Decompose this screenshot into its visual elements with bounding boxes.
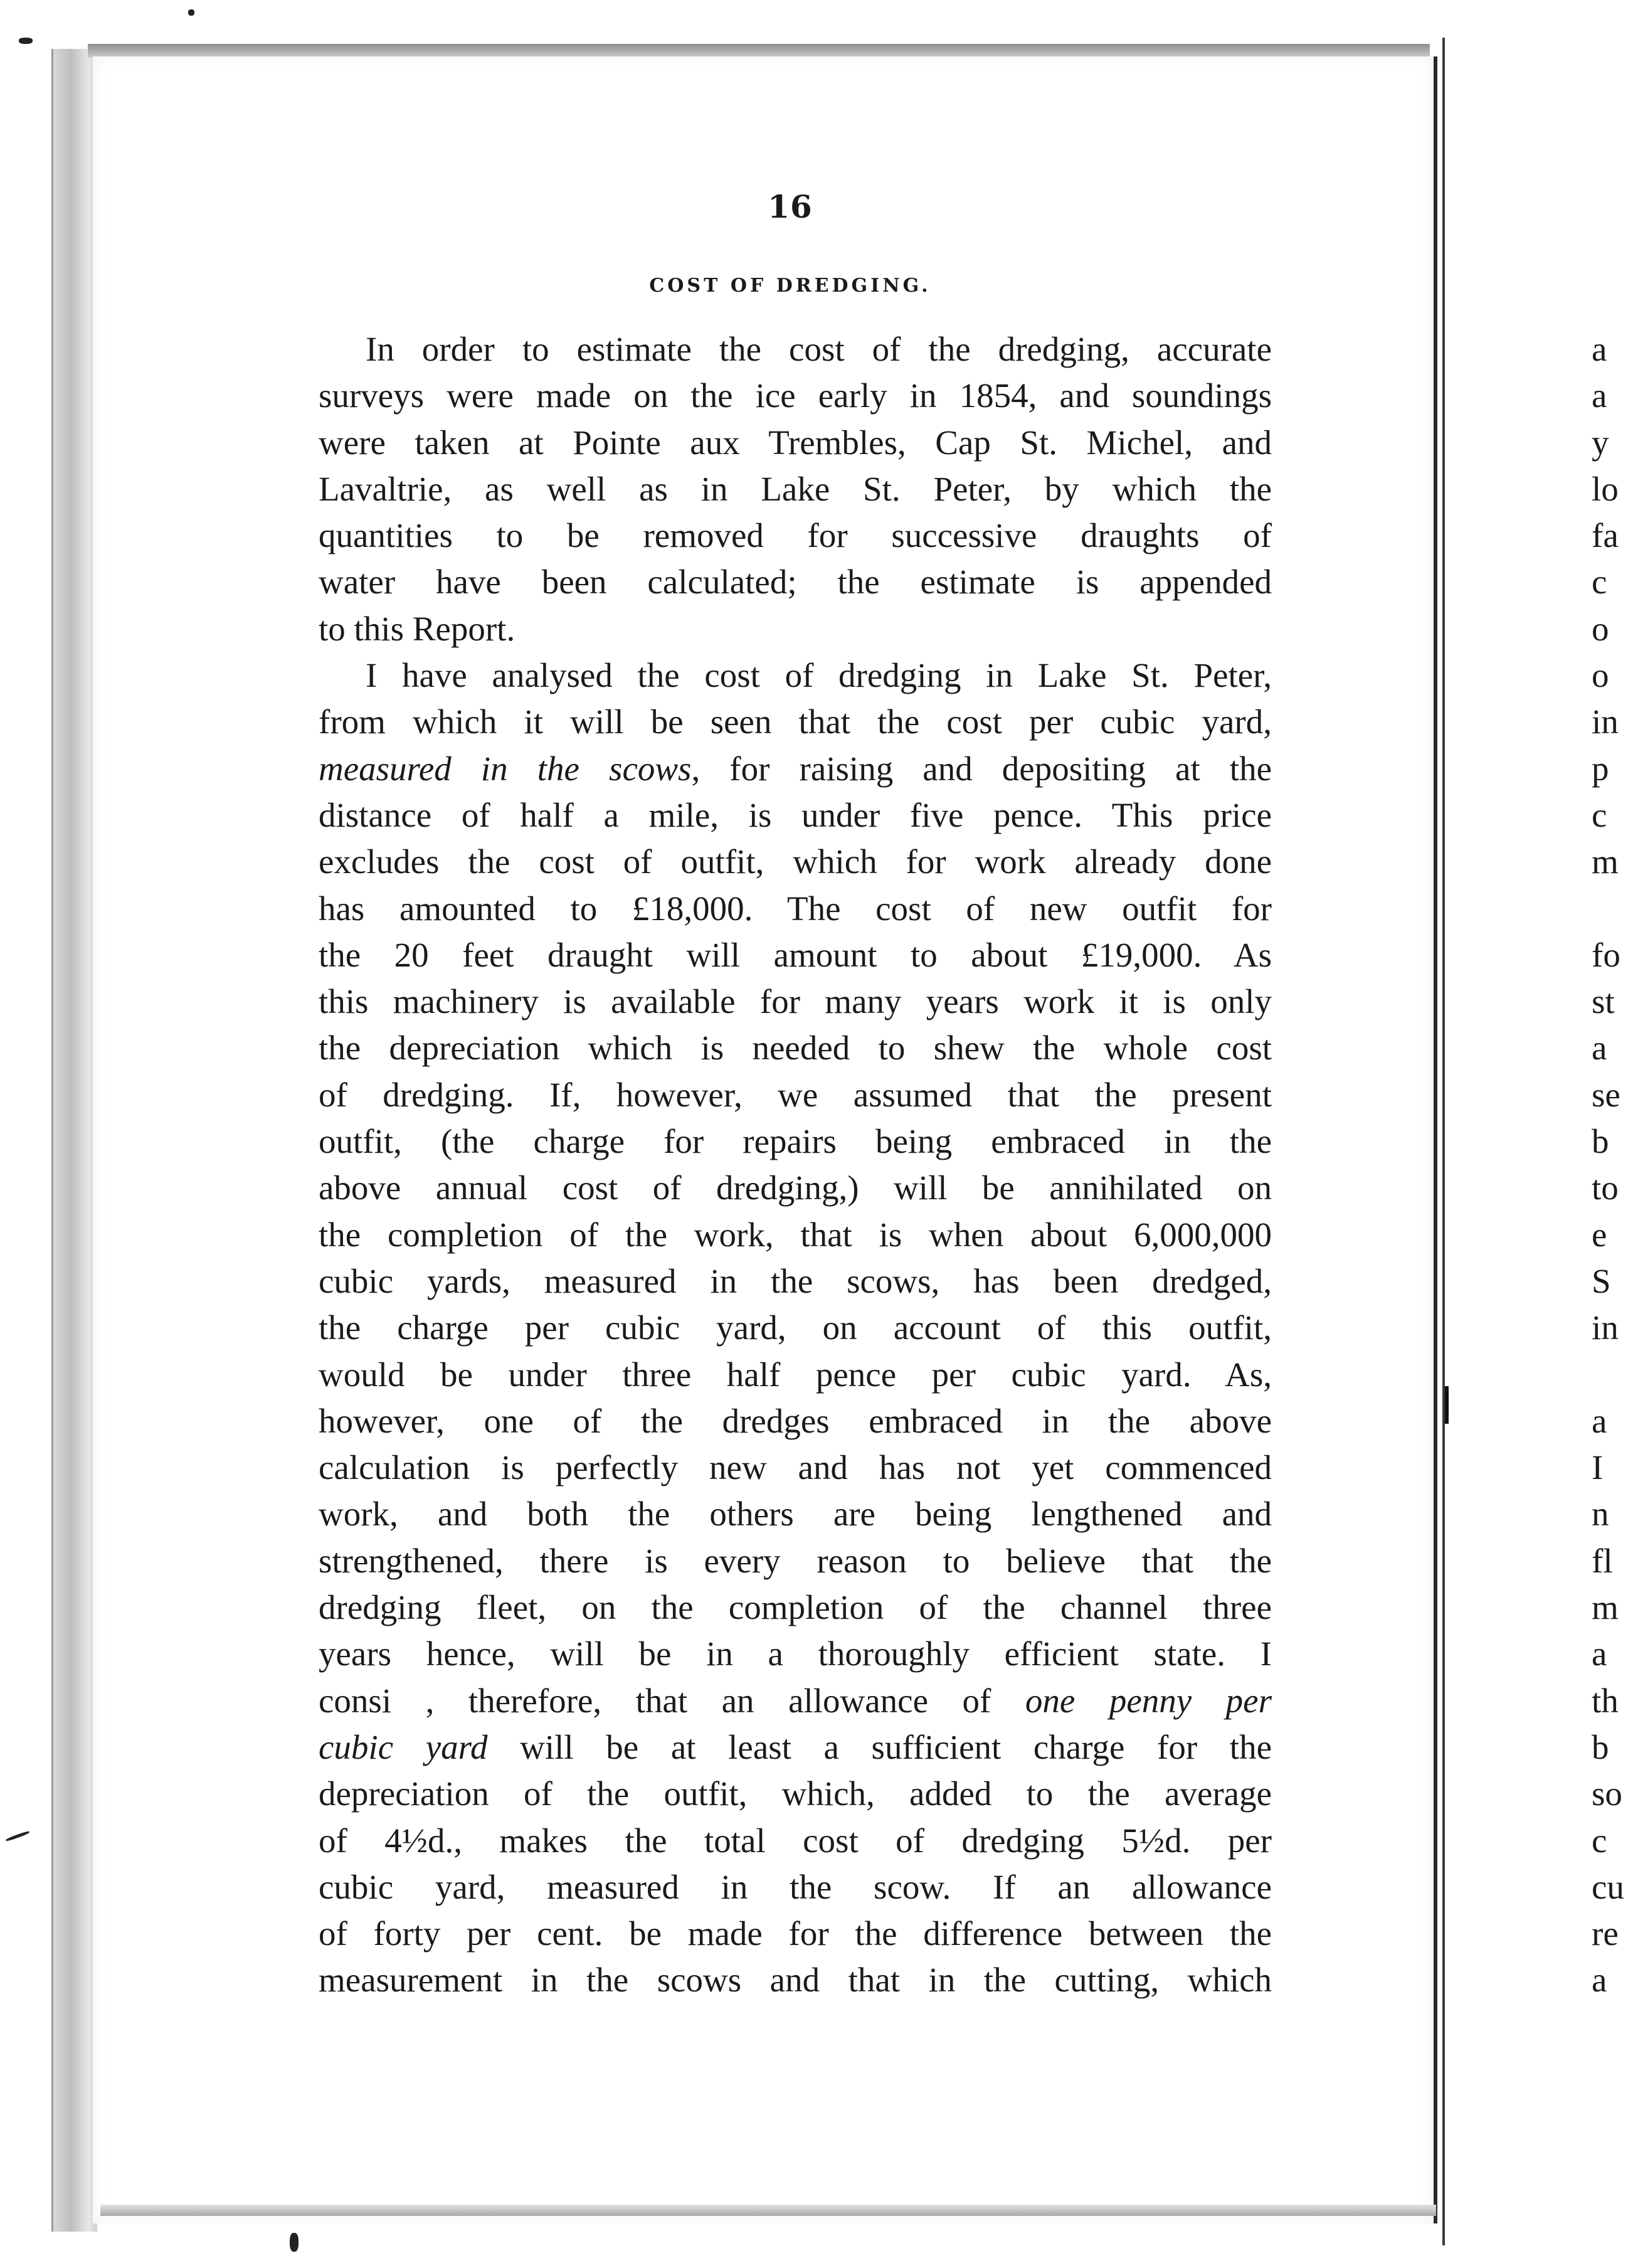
text-line xyxy=(319,1864,1272,1910)
fragment: a xyxy=(1592,376,1607,415)
text-run: , for raising and depositing at the xyxy=(691,749,1272,788)
fragment: I xyxy=(1592,1448,1604,1487)
text-run: calculation is perfectly new and has not yet commenced xyxy=(319,1448,1272,1487)
text-line xyxy=(319,559,1272,605)
text-run: of forty per cent. be made for the difference between the xyxy=(319,1914,1272,1953)
fragment: a xyxy=(1592,1401,1607,1440)
fragment: e xyxy=(1592,1215,1607,1254)
text-line xyxy=(319,1118,1272,1165)
fragment: fo xyxy=(1592,935,1620,974)
fragment: b xyxy=(1592,1122,1609,1161)
text-line xyxy=(319,1678,1272,1724)
text-line xyxy=(319,652,1272,699)
text-run: of 4½d., makes the total cost of dredging 5½d. per xyxy=(319,1821,1272,1860)
text-line xyxy=(319,1771,1272,1817)
fragment: fl xyxy=(1592,1541,1613,1580)
ink-speck xyxy=(290,2233,299,2252)
fragment: m xyxy=(1592,842,1619,881)
ink-speck xyxy=(5,1830,29,1841)
text-line xyxy=(319,1818,1272,1864)
fragment: re xyxy=(1592,1914,1619,1953)
text-line xyxy=(319,1305,1272,1351)
text-run: water have been calculated; the estimate is appended xyxy=(319,563,1272,601)
section-heading: COST OF DREDGING. xyxy=(649,275,931,297)
text-run: the 20 feet draught will amount to about £19,000. As xyxy=(319,935,1272,974)
text-run: outfit, (the charge for repairs being embraced in the xyxy=(319,1122,1272,1161)
text-line xyxy=(319,420,1272,466)
fragment xyxy=(1592,886,1628,932)
text-line xyxy=(319,1212,1272,1258)
fragment: in xyxy=(1592,702,1619,741)
fragment: a xyxy=(1592,330,1607,368)
text-line xyxy=(319,512,1272,559)
text-line xyxy=(319,1584,1272,1631)
fragment: S xyxy=(1592,1261,1611,1300)
text-run: strengthened, there is every reason to believe that the xyxy=(319,1541,1272,1580)
text-run: has amounted to £18,000. The cost of new outfit for xyxy=(319,889,1272,928)
text-line xyxy=(319,1910,1272,1957)
fragment: in xyxy=(1592,1308,1619,1347)
text-line xyxy=(319,1072,1272,1118)
text-run: this machinery is available for many years work it is only xyxy=(319,982,1272,1021)
text-run: I have analysed the cost of dredging in Lake St. Peter, xyxy=(366,656,1272,695)
text-run: years hence, will be in a thoroughly efficient state. I xyxy=(319,1635,1272,1673)
fragment: to xyxy=(1592,1168,1619,1207)
ink-speck xyxy=(19,38,33,44)
text-run: above annual cost of dredging,) will be annihilated on xyxy=(319,1168,1272,1207)
text-run: of dredging. If, however, we assumed that the present xyxy=(319,1075,1272,1114)
text-line xyxy=(319,1398,1272,1444)
text-run: the completion of the work, that is when about 6,000,000 xyxy=(319,1215,1272,1254)
fragment: n xyxy=(1592,1495,1609,1534)
fragment: a xyxy=(1592,1029,1607,1068)
text-line xyxy=(319,978,1272,1025)
text-line xyxy=(319,699,1272,745)
text-run: however, one of the dredges embraced in the above xyxy=(319,1401,1272,1440)
text-line xyxy=(319,1444,1272,1491)
fragment: o xyxy=(1592,656,1609,695)
text-line xyxy=(319,792,1272,839)
text-run: the depreciation which is needed to shew the whole cost xyxy=(319,1029,1272,1068)
text-line xyxy=(319,1491,1272,1537)
fragment: b xyxy=(1592,1727,1609,1766)
fragment: cu xyxy=(1592,1867,1624,1906)
body-text xyxy=(319,326,1272,2004)
book-left-edge xyxy=(51,49,97,2232)
text-line xyxy=(319,1631,1272,1677)
fragment: lo xyxy=(1592,469,1619,508)
fragment: a xyxy=(1592,1635,1607,1673)
text-line xyxy=(319,1025,1272,1071)
text-run: depreciation of the outfit, which, added to the average xyxy=(319,1774,1272,1813)
fragment: fa xyxy=(1592,516,1619,555)
text-run: cubic yard, measured in the scow. If an allowance xyxy=(319,1867,1272,1906)
text-run: surveys were made on the ice early in 1854, and soundings xyxy=(319,376,1272,415)
text-line xyxy=(319,606,1272,652)
italic-phrase: one penny per xyxy=(1025,1681,1272,1720)
text-line xyxy=(319,1165,1272,1211)
fragment: o xyxy=(1592,609,1609,648)
text-run: In order to estimate the cost of the dredging, accurate xyxy=(366,330,1272,368)
text-run: quantities to be removed for successive draughts of xyxy=(319,516,1272,555)
fragment: p xyxy=(1592,749,1609,788)
text-line xyxy=(319,326,1272,373)
text-line xyxy=(319,373,1272,419)
fragment: th xyxy=(1592,1681,1619,1720)
fragment: c xyxy=(1592,795,1607,834)
text-run: measurement in the scows and that in the cutting, which xyxy=(319,1961,1272,2000)
text-line xyxy=(319,1538,1272,1584)
fragment: st xyxy=(1592,982,1615,1021)
text-run: distance of half a mile, is under five pence. This price xyxy=(319,795,1272,834)
text-line xyxy=(319,886,1272,932)
fragment: so xyxy=(1592,1774,1622,1813)
facing-page-text-fragments xyxy=(1592,326,1628,2004)
fragment xyxy=(1592,1352,1628,1398)
text-run: dredging fleet, on the completion of the channel three xyxy=(319,1588,1272,1627)
text-line xyxy=(319,1957,1272,2003)
text-run: were taken at Pointe aux Trembles, Cap St. Michel, and xyxy=(319,423,1272,462)
text-run: cubic yards, measured in the scows, has been dredged, xyxy=(319,1261,1272,1300)
page-number: 16 xyxy=(768,188,813,225)
text-line xyxy=(319,746,1272,792)
text-line xyxy=(319,932,1272,978)
text-line xyxy=(319,1258,1272,1305)
text-line xyxy=(319,1352,1272,1398)
italic-phrase: measured in the scows xyxy=(319,749,692,788)
text-run: excludes the cost of outfit, which for work already done xyxy=(319,842,1272,881)
text-run: work, and both the others are being lengthened and xyxy=(319,1495,1272,1534)
text-run: from which it will be seen that the cost per cubic yard, xyxy=(319,702,1272,741)
gutter-mark xyxy=(1445,1386,1449,1424)
book-top-edge xyxy=(88,44,1430,58)
fragment: c xyxy=(1592,563,1607,601)
fragment: m xyxy=(1592,1588,1619,1627)
text-line xyxy=(319,466,1272,512)
text-line xyxy=(319,1724,1272,1771)
text-run: will be at least a sufficient charge for the xyxy=(487,1727,1272,1766)
italic-phrase: cubic yard xyxy=(319,1727,488,1766)
text-run: would be under three half pence per cubic yard. As, xyxy=(319,1355,1272,1394)
text-run: the charge per cubic yard, on account of this outfit, xyxy=(319,1308,1272,1347)
fragment: y xyxy=(1592,423,1609,462)
fragment: c xyxy=(1592,1821,1607,1860)
ink-speck xyxy=(188,9,194,16)
fragment: se xyxy=(1592,1075,1620,1114)
text-run: Lavaltrie, as well as in Lake St. Peter, by which the xyxy=(319,469,1272,508)
fragment: a xyxy=(1592,1961,1607,2000)
book-bottom-edge xyxy=(100,2205,1436,2216)
text-run: to this Report. xyxy=(319,609,515,648)
text-run: consi , therefore, that an allowance of xyxy=(319,1681,1025,1720)
text-line xyxy=(319,839,1272,885)
